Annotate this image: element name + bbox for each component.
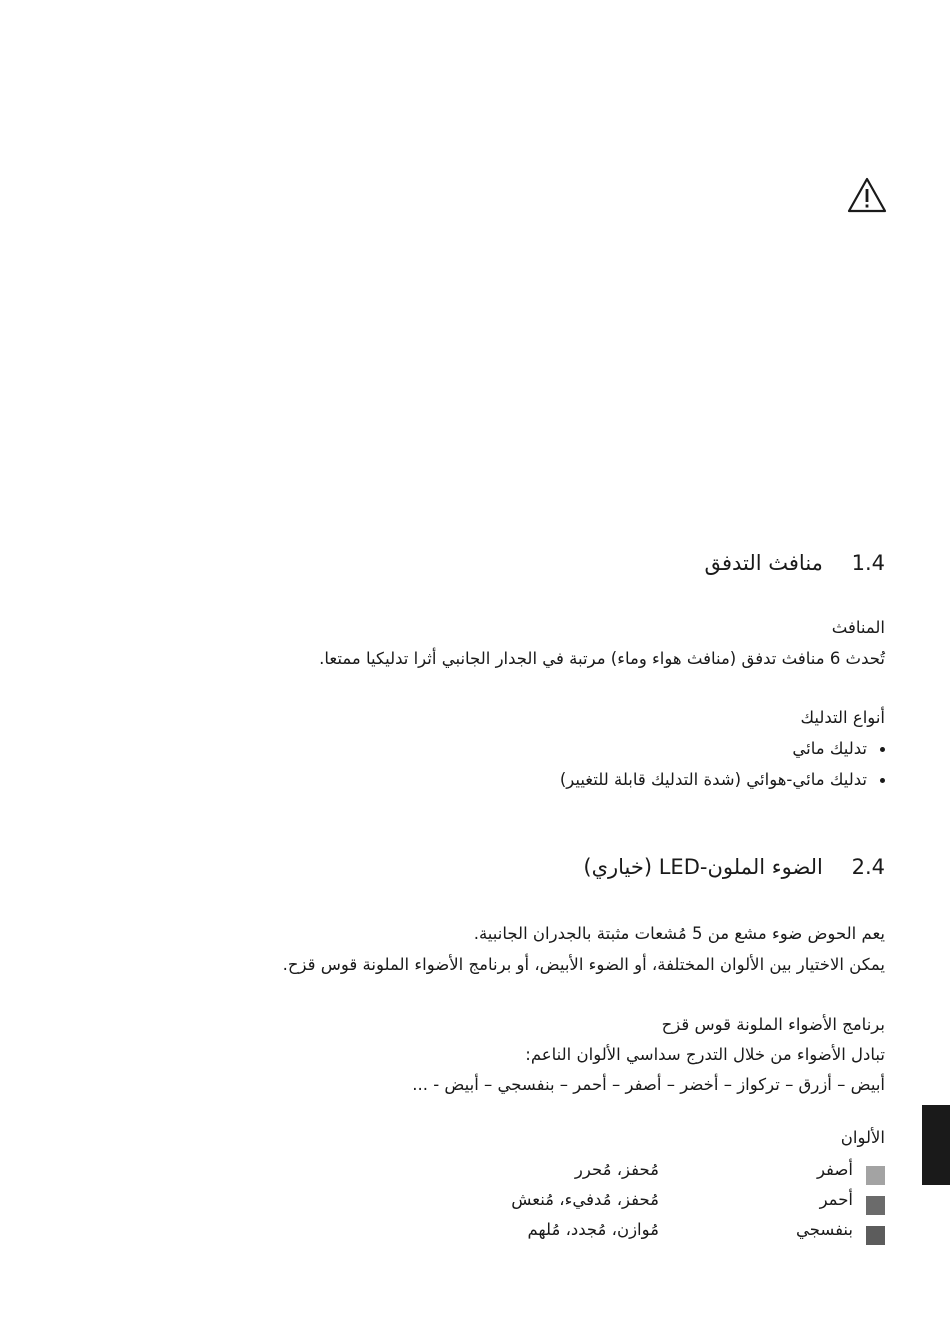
- section-number: 2.4: [851, 855, 885, 879]
- section-heading-led: [583, 855, 885, 879]
- color-name: أحمر: [819, 1190, 853, 1209]
- section-heading-flow: [704, 551, 885, 575]
- color-name: بنفسجي: [795, 1220, 853, 1239]
- section-title: منافث التدفق: [704, 551, 823, 575]
- jets-paragraph: تُحدث 6 منافث تدفق (منافث هواء وماء) مرتبة في الجدار الجانبي أثرا تدليكيا ممتعا.: [319, 649, 885, 668]
- section-title: الضوء الملون-LED (خياري): [583, 855, 823, 879]
- list-item: تدليك مائي: [560, 733, 885, 764]
- led-paragraph-line: يعم الحوض ضوء مشع من 5 مُشعات مثبتة بالجدران الجانبية.: [473, 924, 885, 943]
- warning-icon: [846, 176, 888, 214]
- jets-subheading: المنافث: [831, 618, 885, 637]
- color-swatch: [866, 1166, 885, 1185]
- rainbow-heading: برنامج الأضواء الملونة قوس قزح: [661, 1015, 885, 1034]
- colors-heading: الألوان: [840, 1128, 885, 1147]
- color-effect: مُوازن، مُجدد، مُلهم: [527, 1220, 659, 1239]
- color-row: [85, 1160, 885, 1188]
- list-item: تدليك مائي-هوائي (شدة التدليك قابلة للتغيير): [560, 764, 885, 795]
- led-paragraph-line: يمكن الاختيار بين الألوان المختلفة، أو الضوء الأبيض، أو برنامج الأضواء الملونة قوس قزح.: [282, 955, 885, 974]
- color-effect: مُحفز، مُحرر: [574, 1160, 659, 1179]
- color-effect: مُحفز، مُدفيء، مُنعش: [511, 1190, 659, 1209]
- rainbow-sequence: أبيض – أزرق – تركواز – أخضر – أصفر – أحمر – بنفسجي – أبيض - ...: [412, 1075, 885, 1094]
- color-row: [85, 1220, 885, 1248]
- section-number: 1.4: [851, 551, 885, 575]
- language-side-tab: [922, 1105, 950, 1185]
- rainbow-description: تبادل الأضواء من خلال التدرج سداسي الألوان الناعم:: [525, 1045, 885, 1064]
- massage-types-heading: أنواع التدليك: [800, 708, 885, 727]
- color-row: [85, 1190, 885, 1218]
- color-name: أصفر: [816, 1160, 853, 1179]
- color-swatch: [866, 1196, 885, 1215]
- massage-types-list: [560, 733, 885, 795]
- color-swatch: [866, 1226, 885, 1245]
